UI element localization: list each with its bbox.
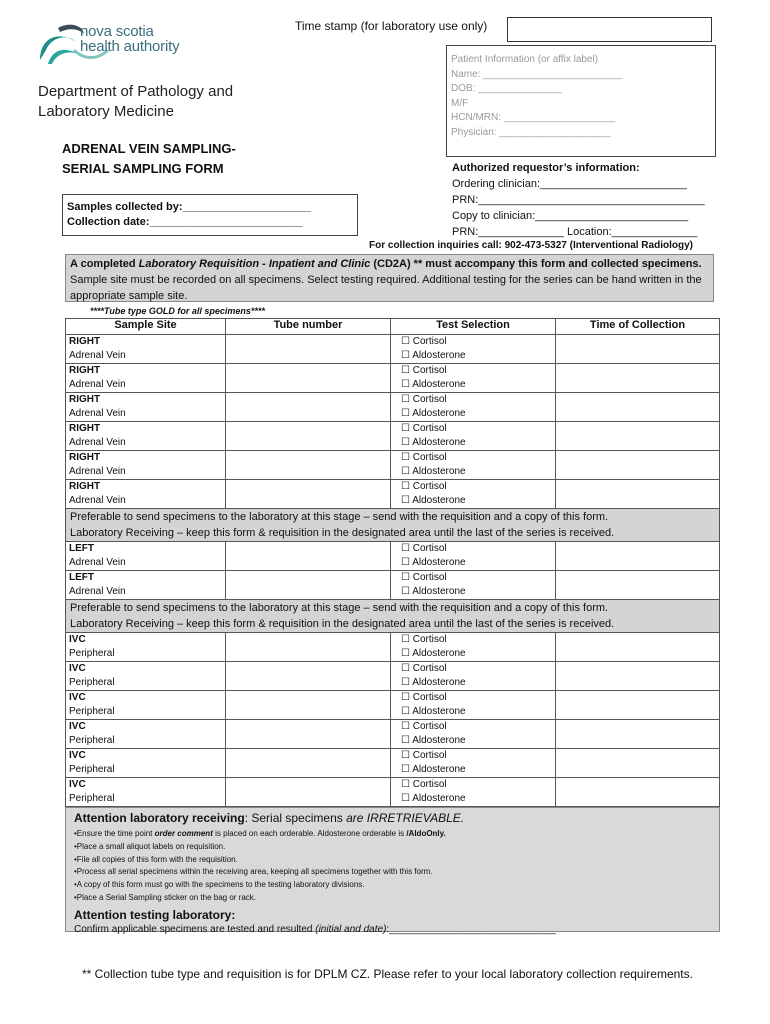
- patient-info-box[interactable]: [446, 45, 716, 157]
- site-location: Adrenal Vein: [69, 379, 126, 390]
- sample-site-cell: [66, 749, 226, 778]
- attention-section: [65, 807, 720, 935]
- tube-number-cell[interactable]: [226, 542, 391, 571]
- time-of-collection-cell[interactable]: [556, 542, 720, 571]
- requestor-title: Authorized requestor’s information:: [452, 162, 640, 174]
- site-side: LEFT: [69, 572, 94, 583]
- table-row: [66, 542, 720, 571]
- site-side: RIGHT: [69, 452, 101, 463]
- tube-number-cell[interactable]: [226, 720, 391, 749]
- department-name: [38, 82, 278, 122]
- table-note-row: [66, 509, 720, 542]
- sample-site-cell: [66, 451, 226, 480]
- requisition-notice: [65, 254, 714, 302]
- site-location: Peripheral: [69, 735, 115, 746]
- aldosterone-checkbox[interactable]: ☐ Aldosterone: [401, 677, 466, 688]
- site-side: RIGHT: [69, 365, 101, 376]
- tube-number-cell[interactable]: [226, 571, 391, 600]
- table-row: [66, 364, 720, 393]
- site-location: Peripheral: [69, 677, 115, 688]
- time-stamp-label: Time stamp (for laboratory use only): [295, 19, 488, 33]
- aldosterone-checkbox[interactable]: ☐ Aldosterone: [401, 466, 466, 477]
- receiving-instructions-list: [74, 828, 711, 905]
- aldosterone-checkbox[interactable]: ☐ Aldosterone: [401, 706, 466, 717]
- cortisol-checkbox[interactable]: ☐ Cortisol: [401, 452, 447, 463]
- time-of-collection-cell[interactable]: [556, 749, 720, 778]
- table-row: [66, 451, 720, 480]
- cortisol-checkbox[interactable]: ☐ Cortisol: [401, 336, 447, 347]
- test-selection-cell: [391, 335, 556, 364]
- attention-testing-title: Attention testing laboratory:: [74, 907, 236, 922]
- aldosterone-checkbox[interactable]: ☐ Aldosterone: [401, 437, 466, 448]
- site-location: Adrenal Vein: [69, 437, 126, 448]
- logo-line-1: nova scotia: [80, 23, 154, 40]
- header-sample-site: Sample Site: [66, 319, 226, 335]
- ordering-clinician-field[interactable]: Ordering clinician:________________________: [452, 178, 687, 190]
- header-tube-number: Tube number: [226, 319, 391, 335]
- sample-site-cell: [66, 364, 226, 393]
- aldosterone-checkbox[interactable]: ☐ Aldosterone: [401, 379, 466, 390]
- site-side: RIGHT: [69, 481, 101, 492]
- notice-line-2: Sample site must be recorded on all specimens. Select testing required. Additional testing for the series can be hand written in the appropriate sample site.: [70, 274, 702, 302]
- aldosterone-checkbox[interactable]: ☐ Aldosterone: [401, 764, 466, 775]
- tube-number-cell[interactable]: [226, 691, 391, 720]
- requestor-info: [452, 160, 722, 240]
- table-row: [66, 720, 720, 749]
- aldosterone-checkbox[interactable]: ☐ Aldosterone: [401, 350, 466, 361]
- bullet1-d: /AldoOnly.: [406, 829, 446, 838]
- time-of-collection-cell[interactable]: [556, 633, 720, 662]
- test-selection-cell: [391, 393, 556, 422]
- site-location: Peripheral: [69, 793, 115, 804]
- form-title-line-1: ADRENAL VEIN SAMPLING-: [62, 141, 236, 156]
- site-location: Adrenal Vein: [69, 557, 126, 568]
- note-line-2: Laboratory Receiving – keep this form & requisition in the designated area until the last of the series is received.: [70, 618, 615, 630]
- site-location: Peripheral: [69, 648, 115, 659]
- table-row: [66, 393, 720, 422]
- patient-sex-field[interactable]: M/F: [451, 97, 469, 109]
- table-row: [66, 422, 720, 451]
- site-location: Adrenal Vein: [69, 350, 126, 361]
- patient-info-title: Patient Information (or affix label): [451, 54, 599, 65]
- bullet1-b: order comment: [154, 829, 213, 838]
- notice-requisition-name: Laboratory Requisition - Inpatient and Clinic: [138, 258, 371, 270]
- site-location: Adrenal Vein: [69, 408, 126, 419]
- site-side: RIGHT: [69, 423, 101, 434]
- test-selection-cell: [391, 451, 556, 480]
- tube-number-cell[interactable]: [226, 749, 391, 778]
- bullet1-c: is placed on each orderable. Aldosterone orderable is: [212, 829, 407, 838]
- list-item: •Place a Serial Sampling sticker on the bag or rack.: [74, 892, 256, 902]
- aldosterone-checkbox[interactable]: ☐ Aldosterone: [401, 648, 466, 659]
- test-selection-cell: [391, 422, 556, 451]
- site-location: Adrenal Vein: [69, 586, 126, 597]
- test-selection-cell: [391, 542, 556, 571]
- notice-part-a: A completed: [70, 258, 139, 270]
- time-of-collection-cell[interactable]: [556, 662, 720, 691]
- logo-line-2: health authority: [80, 38, 180, 55]
- list-item: [74, 828, 711, 841]
- site-location: Adrenal Vein: [69, 466, 126, 477]
- cortisol-checkbox[interactable]: ☐ Cortisol: [401, 692, 447, 703]
- tube-number-cell[interactable]: [226, 422, 391, 451]
- collection-date-field[interactable]: Collection date:_________________________: [67, 216, 303, 228]
- header-time-of-collection: Time of Collection: [556, 319, 720, 335]
- tube-number-cell[interactable]: [226, 451, 391, 480]
- note-cell: [66, 509, 720, 542]
- samples-collected-box: [62, 194, 358, 236]
- test-selection-cell: [391, 749, 556, 778]
- logo-text: [80, 24, 179, 54]
- time-stamp-box[interactable]: [507, 17, 712, 42]
- sample-site-cell: [66, 720, 226, 749]
- table-row: [66, 633, 720, 662]
- note-cell: [66, 600, 720, 633]
- cortisol-checkbox[interactable]: ☐ Cortisol: [401, 663, 447, 674]
- site-location: Peripheral: [69, 706, 115, 717]
- cortisol-checkbox[interactable]: ☐ Cortisol: [401, 365, 447, 376]
- test-selection-cell: [391, 691, 556, 720]
- sample-site-cell: [66, 691, 226, 720]
- time-of-collection-cell[interactable]: [556, 480, 720, 509]
- sample-site-cell: [66, 571, 226, 600]
- prn-field-1[interactable]: PRN:_____________________________________: [452, 194, 705, 206]
- attention-title-bold: Attention laboratory receiving: [74, 811, 245, 825]
- bullet1-a: •Ensure the time point: [74, 829, 155, 838]
- cortisol-checkbox[interactable]: ☐ Cortisol: [401, 634, 447, 645]
- aldosterone-checkbox[interactable]: ☐ Aldosterone: [401, 557, 466, 568]
- aldosterone-checkbox[interactable]: ☐ Aldosterone: [401, 735, 466, 746]
- list-item: •Process all serial specimens within the receiving area, keeping all specimens together with this form.: [74, 867, 433, 877]
- cortisol-checkbox[interactable]: ☐ Cortisol: [401, 572, 447, 583]
- site-side: IVC: [69, 663, 86, 674]
- site-side: IVC: [69, 692, 86, 703]
- tube-number-cell[interactable]: [226, 480, 391, 509]
- list-item: •Place a small aliquot labels on requisition.: [74, 841, 226, 851]
- test-selection-cell: [391, 571, 556, 600]
- dept-line-2: Laboratory Medicine: [38, 103, 174, 120]
- patient-physician-field[interactable]: Physician: ____________________: [451, 126, 611, 138]
- tube-number-cell[interactable]: [226, 662, 391, 691]
- attention-title-em: are IRRETRIEVABLE.: [346, 811, 465, 825]
- attention-title-rest: : Serial specimens: [244, 811, 347, 825]
- tube-number-cell[interactable]: [226, 633, 391, 662]
- cortisol-checkbox[interactable]: ☐ Cortisol: [401, 423, 447, 434]
- table-header-row: [66, 319, 720, 335]
- test-selection-cell: [391, 662, 556, 691]
- table-row: [66, 335, 720, 364]
- note-line-2: Laboratory Receiving – keep this form & requisition in the designated area until the last of the series is received.: [70, 527, 615, 539]
- sample-site-cell: [66, 480, 226, 509]
- test-selection-cell: [391, 480, 556, 509]
- site-side: RIGHT: [69, 394, 101, 405]
- table-row: [66, 691, 720, 720]
- tube-number-cell[interactable]: [226, 364, 391, 393]
- aldosterone-checkbox[interactable]: ☐ Aldosterone: [401, 793, 466, 804]
- note-line-1: Preferable to send specimens to the laboratory at this stage – send with the requisition and a copy of this form.: [70, 511, 609, 523]
- time-of-collection-cell[interactable]: [556, 720, 720, 749]
- prn-location-field[interactable]: PRN:______________ Location:______________: [452, 226, 698, 238]
- aldosterone-checkbox[interactable]: ☐ Aldosterone: [401, 586, 466, 597]
- site-side: IVC: [69, 634, 86, 645]
- table-row: [66, 749, 720, 778]
- header-test-selection: Test Selection: [391, 319, 556, 335]
- list-item: •File all copies of this form with the requisition.: [74, 854, 238, 864]
- list-item: •A copy of this form must go with the specimens to the testing laboratory divisions.: [74, 880, 365, 890]
- table-row: [66, 480, 720, 509]
- test-selection-cell: [391, 633, 556, 662]
- site-side: IVC: [69, 721, 86, 732]
- site-side: IVC: [69, 779, 86, 790]
- sample-site-cell: [66, 393, 226, 422]
- patient-name-field[interactable]: Name: _________________________: [451, 68, 623, 80]
- time-of-collection-cell[interactable]: [556, 451, 720, 480]
- collection-inquiry-text: For collection inquiries call: 902-473-5327 (Interventional Radiology): [369, 240, 693, 251]
- samples-collected-by-field[interactable]: Samples collected by:_____________________: [67, 201, 312, 213]
- time-of-collection-cell[interactable]: [556, 422, 720, 451]
- tube-number-cell[interactable]: [226, 393, 391, 422]
- table-note-row: [66, 600, 720, 633]
- patient-dob-field[interactable]: DOB: _______________: [451, 83, 562, 95]
- confirm-b: (initial and date): [315, 923, 387, 935]
- form-title-line-2: SERIAL SAMPLING FORM: [62, 161, 224, 176]
- aldosterone-checkbox[interactable]: ☐ Aldosterone: [401, 408, 466, 419]
- cortisol-checkbox[interactable]: ☐ Cortisol: [401, 394, 447, 405]
- table-row: [66, 778, 720, 807]
- footer-note: ** Collection tube type and requisition is for DPLM CZ. Please refer to your local laboratory collection requirements.: [82, 967, 693, 981]
- sampling-table: [65, 318, 720, 807]
- copy-to-clinician-field[interactable]: Copy to clinician:_________________________: [452, 210, 689, 222]
- tube-type-note: ****Tube type GOLD for all specimens****: [90, 306, 265, 316]
- sample-site-cell: [66, 542, 226, 571]
- cortisol-checkbox[interactable]: ☐ Cortisol: [401, 543, 447, 554]
- sample-site-cell: [66, 633, 226, 662]
- confirm-a: Confirm applicable specimens are tested and resulted: [74, 923, 316, 935]
- table-row: [66, 571, 720, 600]
- cortisol-checkbox[interactable]: ☐ Cortisol: [401, 481, 447, 492]
- note-line-1: Preferable to send specimens to the laboratory at this stage – send with the requisition and a copy of this form.: [70, 602, 609, 614]
- site-side: IVC: [69, 750, 86, 761]
- dept-line-1: Department of Pathology and: [38, 83, 234, 100]
- cortisol-checkbox[interactable]: ☐ Cortisol: [401, 721, 447, 732]
- patient-hcn-field[interactable]: HCN/MRN: ____________________: [451, 112, 616, 124]
- aldosterone-checkbox[interactable]: ☐ Aldosterone: [401, 495, 466, 506]
- time-of-collection-cell[interactable]: [556, 571, 720, 600]
- time-of-collection-cell[interactable]: [556, 778, 720, 807]
- site-location: Adrenal Vein: [69, 495, 126, 506]
- confirm-tested-field[interactable]: [74, 923, 711, 936]
- form-title: [62, 139, 236, 179]
- time-of-collection-cell[interactable]: [556, 335, 720, 364]
- table-row: [66, 662, 720, 691]
- site-side: RIGHT: [69, 336, 101, 347]
- sample-site-cell: [66, 662, 226, 691]
- confirm-c: :______________________________: [386, 923, 557, 935]
- tube-number-cell[interactable]: [226, 778, 391, 807]
- test-selection-cell: [391, 778, 556, 807]
- sample-site-cell: [66, 335, 226, 364]
- test-selection-cell: [391, 364, 556, 393]
- notice-part-c: (CD2A) ** must accompany this form and collected specimens.: [370, 258, 702, 270]
- time-of-collection-cell[interactable]: [556, 393, 720, 422]
- attention-receiving-title: [74, 810, 711, 826]
- sample-site-cell: [66, 422, 226, 451]
- cortisol-checkbox[interactable]: ☐ Cortisol: [401, 750, 447, 761]
- time-of-collection-cell[interactable]: [556, 691, 720, 720]
- tube-number-cell[interactable]: [226, 335, 391, 364]
- time-of-collection-cell[interactable]: [556, 364, 720, 393]
- site-side: LEFT: [69, 543, 94, 554]
- site-location: Peripheral: [69, 764, 115, 775]
- test-selection-cell: [391, 720, 556, 749]
- sample-site-cell: [66, 778, 226, 807]
- cortisol-checkbox[interactable]: ☐ Cortisol: [401, 779, 447, 790]
